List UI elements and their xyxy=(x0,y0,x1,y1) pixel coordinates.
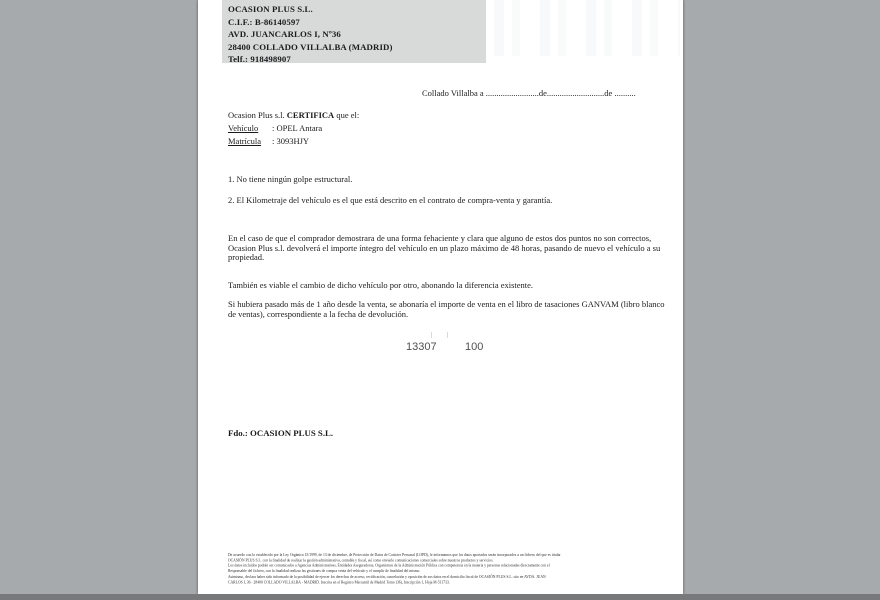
letterhead-city: 28400 COLLADO VILLALBA (MADRID) xyxy=(228,41,393,52)
legal-line: Los datos incluidos podrán ser comunicados a Agencias Administrativas, Entidades Aseguradoras, Organismos de la Administración Pública con competencia en la materia y personas relacionadas directamente con el xyxy=(228,564,550,569)
document-page xyxy=(198,0,683,594)
vehicle-value: : OPEL Antara xyxy=(272,123,323,133)
body-paragraph-exchange: También es viable el cambio de dicho vehículo por otro, abonando la diferencia existente. xyxy=(228,280,534,290)
letterhead-watermark xyxy=(494,0,680,56)
legal-line: De acuerdo con lo establecido por la Ley Orgánica 15/1999, de 13 de diciembre, de Protección de Datos de Carácter Personal (LOPD), le informamos que los datos aportados serán incorporados a un fichero del que es titular xyxy=(228,553,561,558)
letterhead-block xyxy=(222,0,486,63)
plate-label: Matrícula xyxy=(228,136,262,146)
signature-line: Fdo.: OCASION PLUS S.L. xyxy=(228,428,334,438)
field-marker xyxy=(447,332,448,338)
body-paragraph-ganvam: Si hubiera pasado más de 1 año desde la venta, se abonaría el importe de venta en el libro de tasaciones GANVAM (libro blanco de ventas), correspondiente a la fecha de devolución. xyxy=(228,299,665,319)
legal-block xyxy=(228,553,664,585)
certify-intro: Ocasion Plus s.l. xyxy=(228,110,287,120)
letterhead-cif: C.I.F.: B-86140597 xyxy=(228,16,300,27)
plate-row xyxy=(228,135,359,148)
certify-block xyxy=(228,109,359,148)
vehicle-row xyxy=(228,122,359,135)
plate-value: : 3093HJY xyxy=(272,136,310,146)
letterhead-company-name: OCASION PLUS S.L. xyxy=(228,4,313,14)
bottom-bar xyxy=(0,594,880,600)
condition-item-1: 1. No tiene ningún golpe estructural. xyxy=(228,174,353,184)
legal-line: Responsable del fichero, con la finalidad realizar las gestiones de compra venta del vehículo y el cumplir de finalidad del mismo. xyxy=(228,569,421,574)
letterhead-address: AVD. JUANCARLOS I, Nº36 xyxy=(228,29,341,40)
letterhead-phone: Telf.: 918498907 xyxy=(228,54,291,65)
certify-heading xyxy=(228,109,359,122)
form-field-value-2[interactable]: 100 xyxy=(465,341,484,353)
certify-keyword: CERTIFICA xyxy=(286,110,335,120)
legal-line: CARLOS I, 36 - 28400 COLLADO VILLALBA - MADRID. Inscrita en el Registro Mercantil de Madrid Tomo (36), Inscripción 1, Hoja M-511733. xyxy=(228,580,450,585)
date-line: Collado Villalba a .........................de...........................de .......... xyxy=(422,88,636,98)
condition-item-2: 2. El Kilometraje del vehículo es el que está descrito en el contrato de compra-venta y garantía. xyxy=(228,195,553,205)
legal-line: Asimismo, declara haber sido informado de la posibilidad de ejercer los derechos de acceso, rectificación, cancelación y oposición de sus datos en el domicilio fiscal de OCASIÓN PLUS S.L. sito en AVDA. JUAN xyxy=(228,575,546,579)
vehicle-label: Vehículo xyxy=(228,123,259,133)
body-paragraph-refund: En el caso de que el comprador demostrara de una forma fehaciente y clara que alguno de estos dos puntos no son correctos, Ocasion Plus s.l. devolverá el importe íntegro del vehículo en un plazo máximo de 48 horas, pasando de nuevo el vehículo a su propiedad. xyxy=(228,233,661,263)
legal-line: OCASIÓN PLUS S.L. con la finalidad de realizar la gestión administrativa, contable y fiscal, así como enviarle comunicaciones comerciales sobre nuestros productos y servicios. xyxy=(228,559,494,563)
form-field-value-1[interactable]: 13307 xyxy=(406,341,437,353)
field-marker xyxy=(431,332,432,338)
certify-suffix: que el: xyxy=(334,110,360,120)
